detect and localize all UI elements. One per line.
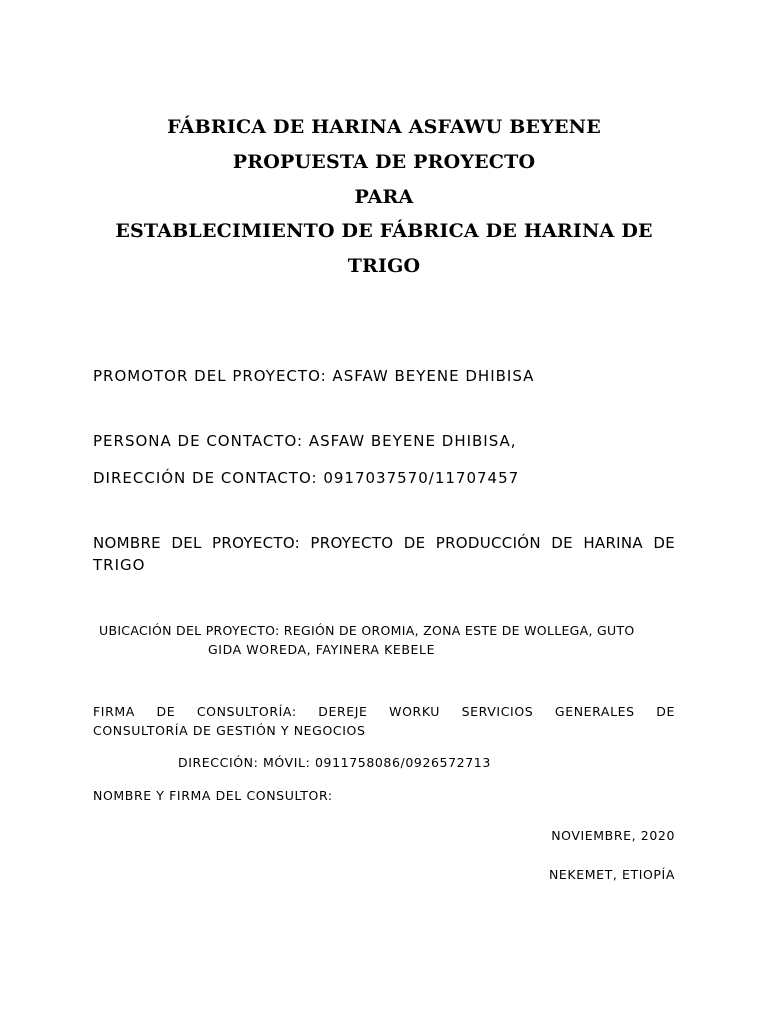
- consultant-signature-label: NOMBRE Y FIRMA DEL CONSULTOR:: [93, 788, 333, 803]
- consultant-address-mobile: DIRECCIÓN: MÓVIL: 0911758086/0926572713: [178, 755, 491, 770]
- title-line-2: PROPUESTA DE PROYECTO: [232, 151, 536, 173]
- contact-address: DIRECCIÓN DE CONTACTO: 0917037570/11707457: [93, 469, 520, 487]
- project-promoter: PROMOTOR DEL PROYECTO: ASFAW BEYENE DHIBISA: [93, 367, 535, 385]
- title-line-4: ESTABLECIMIENTO DE FÁBRICA DE HARINA DE: [115, 220, 653, 242]
- title-line-3: PARA: [354, 186, 414, 208]
- project-location-line-1: UBICACIÓN DEL PROYECTO: REGIÓN DE OROMIA, ZONA ESTE DE WOLLEGA, GUTO: [99, 623, 635, 638]
- document-place: NEKEMET, ETIOPÍA: [548, 867, 675, 882]
- consulting-firm-line-1: FIRMA DE CONSULTORÍA: DEREJE WORKU SERVICIOS GENERALES DE: [93, 704, 675, 719]
- title-line-5: TRIGO: [347, 255, 421, 277]
- title-line-1: FÁBRICA DE HARINA ASFAWU BEYENE: [167, 116, 601, 138]
- contact-person: PERSONA DE CONTACTO: ASFAW BEYENE DHIBISA,: [93, 432, 517, 450]
- project-location-line-2: GIDA WOREDA, FAYINERA KEBELE: [208, 642, 436, 657]
- document-date: NOVIEMBRE, 2020: [551, 828, 675, 843]
- project-name-line-1: NOMBRE DEL PROYECTO: PROYECTO DE PRODUCCIÓN DE HARINA DE: [93, 534, 675, 552]
- consulting-firm-line-2: CONSULTORÍA DE GESTIÓN Y NEGOCIOS: [93, 723, 366, 738]
- project-name-line-2: TRIGO: [93, 556, 146, 574]
